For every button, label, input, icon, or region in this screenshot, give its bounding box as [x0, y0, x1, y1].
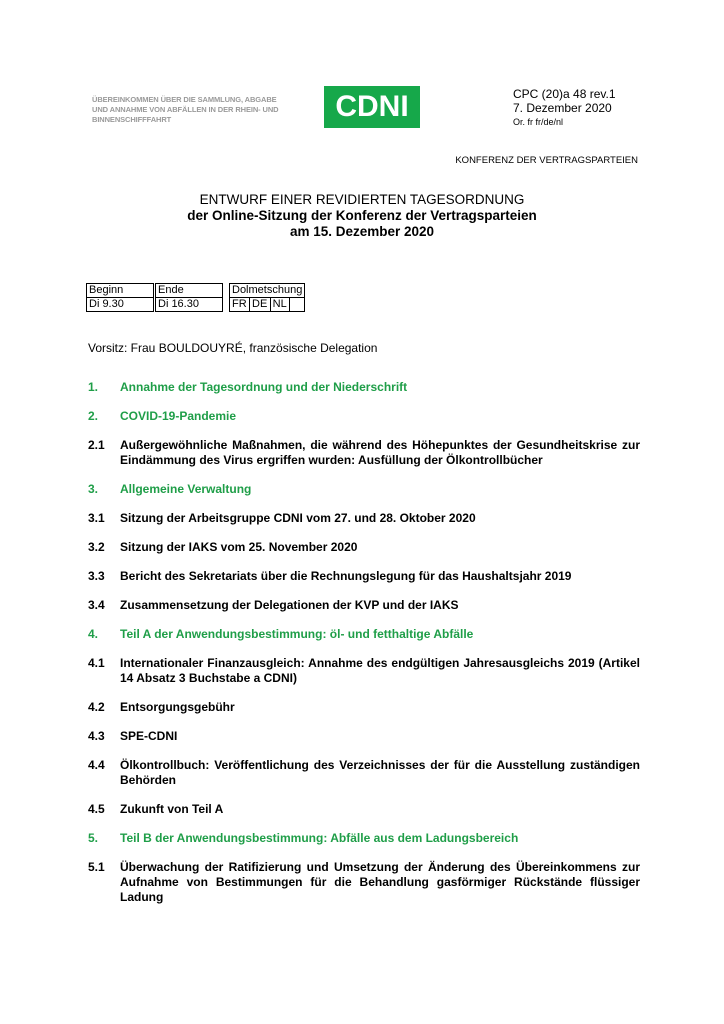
begin-label: Beginn [87, 284, 154, 298]
agenda-item [88, 802, 640, 817]
agenda-item [88, 511, 640, 526]
agenda-number: 4. [88, 627, 99, 641]
end-table [155, 283, 223, 312]
agenda-text: Zusammensetzung der Delegationen der KVP und der IAKS [120, 598, 459, 612]
agenda-text: Außergewöhnliche Maßnahmen, die während des Höhepunktes der Gesundheitskrise zur Eindämmung des Virus ergriffen wurden: Ausfüllung der Ölkontrollbücher [120, 438, 640, 467]
original-language: Or. fr fr/de/nl [513, 117, 564, 127]
chair-line: Vorsitz: Frau BOULDOUYRÉ, französische Delegation [88, 341, 378, 355]
lang-cell: NL [270, 298, 289, 312]
agenda-number: 2. [88, 409, 99, 423]
agenda-item [88, 656, 640, 686]
agenda-text: Überwachung der Ratifizierung und Umsetzung der Änderung des Übereinkommens zur Aufnahme von Bestimmungen für die Behandlung gasförmiger Rückstände flüssiger Ladung [120, 860, 640, 904]
title-line-1: ENTWURF EINER REVIDIERTEN TAGESORDNUNG [199, 192, 525, 207]
agenda-item [88, 758, 640, 788]
lang-cell: DE [250, 298, 271, 312]
document-reference: CPC (20)a 48 rev.1 [513, 87, 616, 101]
agenda-number: 5. [88, 831, 99, 845]
interpretation-label: Dolmetschung [230, 284, 305, 298]
conference-label: KONFERENZ DER VERTRAGSPARTEIEN [455, 155, 638, 166]
agenda-item [88, 598, 640, 613]
agenda-text: Ölkontrollbuch: Veröffentlichung des Verzeichnisses der für die Ausstellung zuständigen Behörden [120, 758, 640, 787]
agenda-text: COVID-19-Pandemie [120, 409, 237, 423]
lang-cell: FR [230, 298, 250, 312]
interpretation-table [229, 283, 305, 312]
document-title [0, 192, 724, 240]
agenda-text: Bericht des Sekretariats über die Rechnungslegung für das Haushaltsjahr 2019 [120, 569, 572, 583]
title-line-2: der Online-Sitzung der Konferenz der Vertragsparteien [187, 208, 537, 223]
agenda-item [88, 860, 640, 905]
agenda-item [88, 700, 640, 715]
agenda-number: 4.1 [88, 656, 105, 670]
agenda-item [88, 438, 640, 468]
agenda-number: 3. [88, 482, 99, 496]
agenda-text: Teil B der Anwendungsbestimmung: Abfälle aus dem Ladungsbereich [120, 831, 519, 845]
agenda-text: Allgemeine Verwaltung [120, 482, 252, 496]
agenda-item [88, 569, 640, 584]
agenda-number: 4.3 [88, 729, 105, 743]
agenda-text: Sitzung der IAKS vom 25. November 2020 [120, 540, 358, 554]
end-label: Ende [156, 284, 223, 298]
agenda-number: 5.1 [88, 860, 105, 874]
document-reference-block [513, 87, 616, 129]
agenda-item [88, 729, 640, 744]
agenda-item [88, 831, 640, 846]
agenda-text: Entsorgungsgebühr [120, 700, 235, 714]
agenda-number: 3.2 [88, 540, 105, 554]
agenda-item [88, 540, 640, 555]
agenda-text: SPE-CDNI [120, 729, 178, 743]
cdni-logo: CDNI [324, 86, 420, 128]
agenda-item [88, 627, 640, 642]
agenda-number: 4.4 [88, 758, 105, 772]
lang-cell [290, 298, 305, 312]
agenda-number: 3.3 [88, 569, 105, 583]
agenda-number: 4.5 [88, 802, 105, 816]
agenda-item [88, 409, 640, 424]
agenda-number: 3.1 [88, 511, 105, 525]
agenda-number: 4.2 [88, 700, 105, 714]
agenda-number: 1. [88, 380, 99, 394]
agenda-text: Zukunft von Teil A [120, 802, 224, 816]
agenda-text: Sitzung der Arbeitsgruppe CDNI vom 27. und 28. Oktober 2020 [120, 511, 476, 525]
agenda-text: Annahme der Tagesordnung und der Niederschrift [120, 380, 408, 394]
agenda-item [88, 482, 640, 497]
agenda-number: 3.4 [88, 598, 105, 612]
agenda-text: Teil A der Anwendungsbestimmung: öl- und fetthaltige Abfälle [120, 627, 474, 641]
end-value: Di 16.30 [156, 298, 223, 312]
agenda-item [88, 380, 640, 395]
document-date: 7. Dezember 2020 [513, 101, 612, 115]
title-line-3: am 15. Dezember 2020 [289, 224, 435, 239]
begin-table [86, 283, 154, 312]
organization-name: ÜBEREINKOMMEN ÜBER DIE SAMMLUNG, ABGABE UND ANNAHME VON ABFÄLLEN IN DER RHEIN- UND BINNENSCHIFFFAHRT [92, 95, 279, 124]
begin-value: Di 9.30 [87, 298, 154, 312]
agenda-number: 2.1 [88, 438, 105, 452]
agenda-text: Internationaler Finanzausgleich: Annahme des endgültigen Jahresausgleichs 2019 (Artikel 14 Absatz 3 Buchstabe a CDNI) [120, 656, 640, 685]
